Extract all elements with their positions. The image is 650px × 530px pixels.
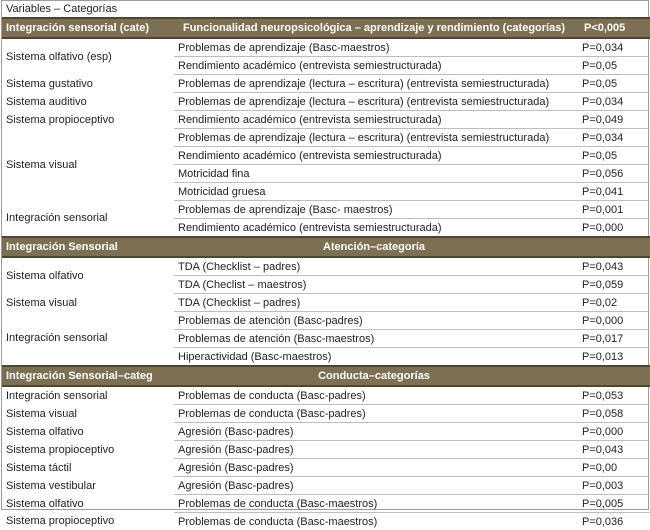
results-table-figure bbox=[1, 0, 649, 510]
variable-cell: Sistema olfativo bbox=[2, 495, 174, 513]
variable-cell: Sistema táctil bbox=[2, 459, 174, 477]
table-row bbox=[2, 93, 650, 111]
table-row bbox=[2, 129, 650, 147]
p-value-cell: P=0,05 bbox=[574, 57, 650, 75]
p-value-cell: P=0,056 bbox=[574, 165, 650, 183]
variable-cell: Sistema visual bbox=[2, 129, 174, 201]
table-row bbox=[2, 38, 650, 57]
p-value-cell: P=0,049 bbox=[574, 111, 650, 129]
p-value-cell: P=0,013 bbox=[574, 348, 650, 367]
category-cell: Problemas de aprendizaje (lectura – escritura) (entrevista semiestructurada) bbox=[174, 129, 574, 147]
category-cell: TDA (Checklist – padres) bbox=[174, 257, 574, 276]
category-cell: Problemas de aprendizaje (Basc-maestros) bbox=[174, 38, 574, 57]
p-value-cell: P=0,059 bbox=[574, 276, 650, 294]
table-row bbox=[2, 513, 650, 530]
p-value-cell: P=0,034 bbox=[574, 129, 650, 147]
section-header-category: Funcionalidad neuropsicológica – aprendizaje y rendimiento (categorías) bbox=[174, 18, 574, 38]
section-header-p bbox=[574, 237, 650, 257]
p-value-cell: P=0,000 bbox=[574, 219, 650, 238]
p-value-cell: P=0,034 bbox=[574, 38, 650, 57]
category-cell: Agresión (Basc-padres) bbox=[174, 459, 574, 477]
variable-cell: Sistema vestibular bbox=[2, 477, 174, 495]
category-cell: Problemas de conducta (Basc-padres) bbox=[174, 405, 574, 423]
table-row bbox=[2, 441, 650, 459]
variable-cell: Sistema auditivo bbox=[2, 93, 174, 111]
table-row bbox=[2, 495, 650, 513]
table-row bbox=[2, 459, 650, 477]
section-header-category: Conducta–categorías bbox=[174, 366, 574, 386]
p-value-cell: P=0,003 bbox=[574, 477, 650, 495]
category-cell: Rendimiento académico (entrevista semiestructurada) bbox=[174, 57, 574, 75]
category-cell: TDA (Checklist – padres) bbox=[174, 294, 574, 312]
category-cell: Rendimiento académico (entrevista semiestructurada) bbox=[174, 147, 574, 165]
section-header-category: Atención–categoría bbox=[174, 237, 574, 257]
category-cell: Motricidad gruesa bbox=[174, 183, 574, 201]
category-cell: Problemas de conducta (Basc-padres) bbox=[174, 386, 574, 405]
p-value-cell: P=0,05 bbox=[574, 147, 650, 165]
p-value-cell: P=0,053 bbox=[574, 386, 650, 405]
p-value-cell: P=0,001 bbox=[574, 201, 650, 219]
p-value-cell: P=0,00 bbox=[574, 459, 650, 477]
section-header bbox=[2, 237, 650, 257]
table-row bbox=[2, 312, 650, 330]
table-row bbox=[2, 477, 650, 495]
category-cell: Hiperactividad (Basc-maestros) bbox=[174, 348, 574, 367]
results-table bbox=[2, 17, 650, 530]
category-cell: Problemas de atención (Basc-maestros) bbox=[174, 330, 574, 348]
category-cell: Problemas de conducta (Basc-maestros) bbox=[174, 495, 574, 513]
category-cell: Problemas de aprendizaje (lectura – escritura) (entrevista semiestructurada) bbox=[174, 93, 574, 111]
category-cell: TDA (Checlist – maestros) bbox=[174, 276, 574, 294]
category-cell: Problemas de aprendizaje (Basc- maestros) bbox=[174, 201, 574, 219]
variable-cell: Integración sensorial bbox=[2, 201, 174, 238]
table-row bbox=[2, 75, 650, 93]
section-header-variable: Integración sensorial (cate) bbox=[2, 18, 174, 38]
variable-cell: Sistema olfativo bbox=[2, 423, 174, 441]
category-cell: Problemas de atención (Basc-padres) bbox=[174, 312, 574, 330]
section-header-p bbox=[574, 366, 650, 386]
category-cell: Agresión (Basc-padres) bbox=[174, 441, 574, 459]
table-row bbox=[2, 423, 650, 441]
variable-cell: Sistema olfativo bbox=[2, 257, 174, 294]
category-cell: Problemas de conducta (Basc-maestros) bbox=[174, 513, 574, 530]
table-row bbox=[2, 386, 650, 405]
variable-cell: Sistema olfativo (esp) bbox=[2, 38, 174, 75]
category-cell: Rendimiento académico (entrevista semiestructurada) bbox=[174, 219, 574, 238]
p-value-cell: P=0,058 bbox=[574, 405, 650, 423]
table-row bbox=[2, 111, 650, 129]
category-cell: Motricidad fina bbox=[174, 165, 574, 183]
p-value-cell: P=0,017 bbox=[574, 330, 650, 348]
section-header-p: P<0,005 bbox=[574, 18, 650, 38]
p-value-cell: P=0,005 bbox=[574, 495, 650, 513]
variable-cell: Sistema visual bbox=[2, 294, 174, 312]
variable-cell: Integración sensorial bbox=[2, 386, 174, 405]
p-value-cell: P=0,036 bbox=[574, 513, 650, 530]
variable-cell: Sistema propioceptivo bbox=[2, 441, 174, 459]
table-row bbox=[2, 405, 650, 423]
p-value-cell: P=0,034 bbox=[574, 93, 650, 111]
section-header-variable: Integración Sensorial bbox=[2, 237, 174, 257]
category-cell: Problemas de aprendizaje (lectura – escritura) (entrevista semiestructurada) bbox=[174, 75, 574, 93]
variable-cell: Sistema visual bbox=[2, 405, 174, 423]
p-value-cell: P=0,000 bbox=[574, 423, 650, 441]
table-row bbox=[2, 294, 650, 312]
section-header-variable: Integración Sensorial–categ bbox=[2, 366, 174, 386]
category-cell: Rendimiento académico (entrevista semiestructurada) bbox=[174, 111, 574, 129]
p-value-cell: P=0,000 bbox=[574, 312, 650, 330]
p-value-cell: P=0,043 bbox=[574, 257, 650, 276]
category-cell: Agresión (Basc-padres) bbox=[174, 423, 574, 441]
section-header bbox=[2, 366, 650, 386]
p-value-cell: P=0,043 bbox=[574, 441, 650, 459]
table-caption: Variables – Categorías bbox=[2, 1, 648, 17]
table-row bbox=[2, 201, 650, 219]
p-value-cell: P=0,05 bbox=[574, 75, 650, 93]
p-value-cell: P=0,041 bbox=[574, 183, 650, 201]
variable-cell: Sistema propioceptivo bbox=[2, 111, 174, 129]
variable-cell: Integración sensorial bbox=[2, 312, 174, 367]
variable-cell: Sistema gustativo bbox=[2, 75, 174, 93]
variable-cell: Sistema propioceptivo bbox=[2, 513, 174, 530]
category-cell: Agresión (Basc-padres) bbox=[174, 477, 574, 495]
section-header bbox=[2, 18, 650, 38]
table-row bbox=[2, 257, 650, 276]
p-value-cell: P=0,02 bbox=[574, 294, 650, 312]
